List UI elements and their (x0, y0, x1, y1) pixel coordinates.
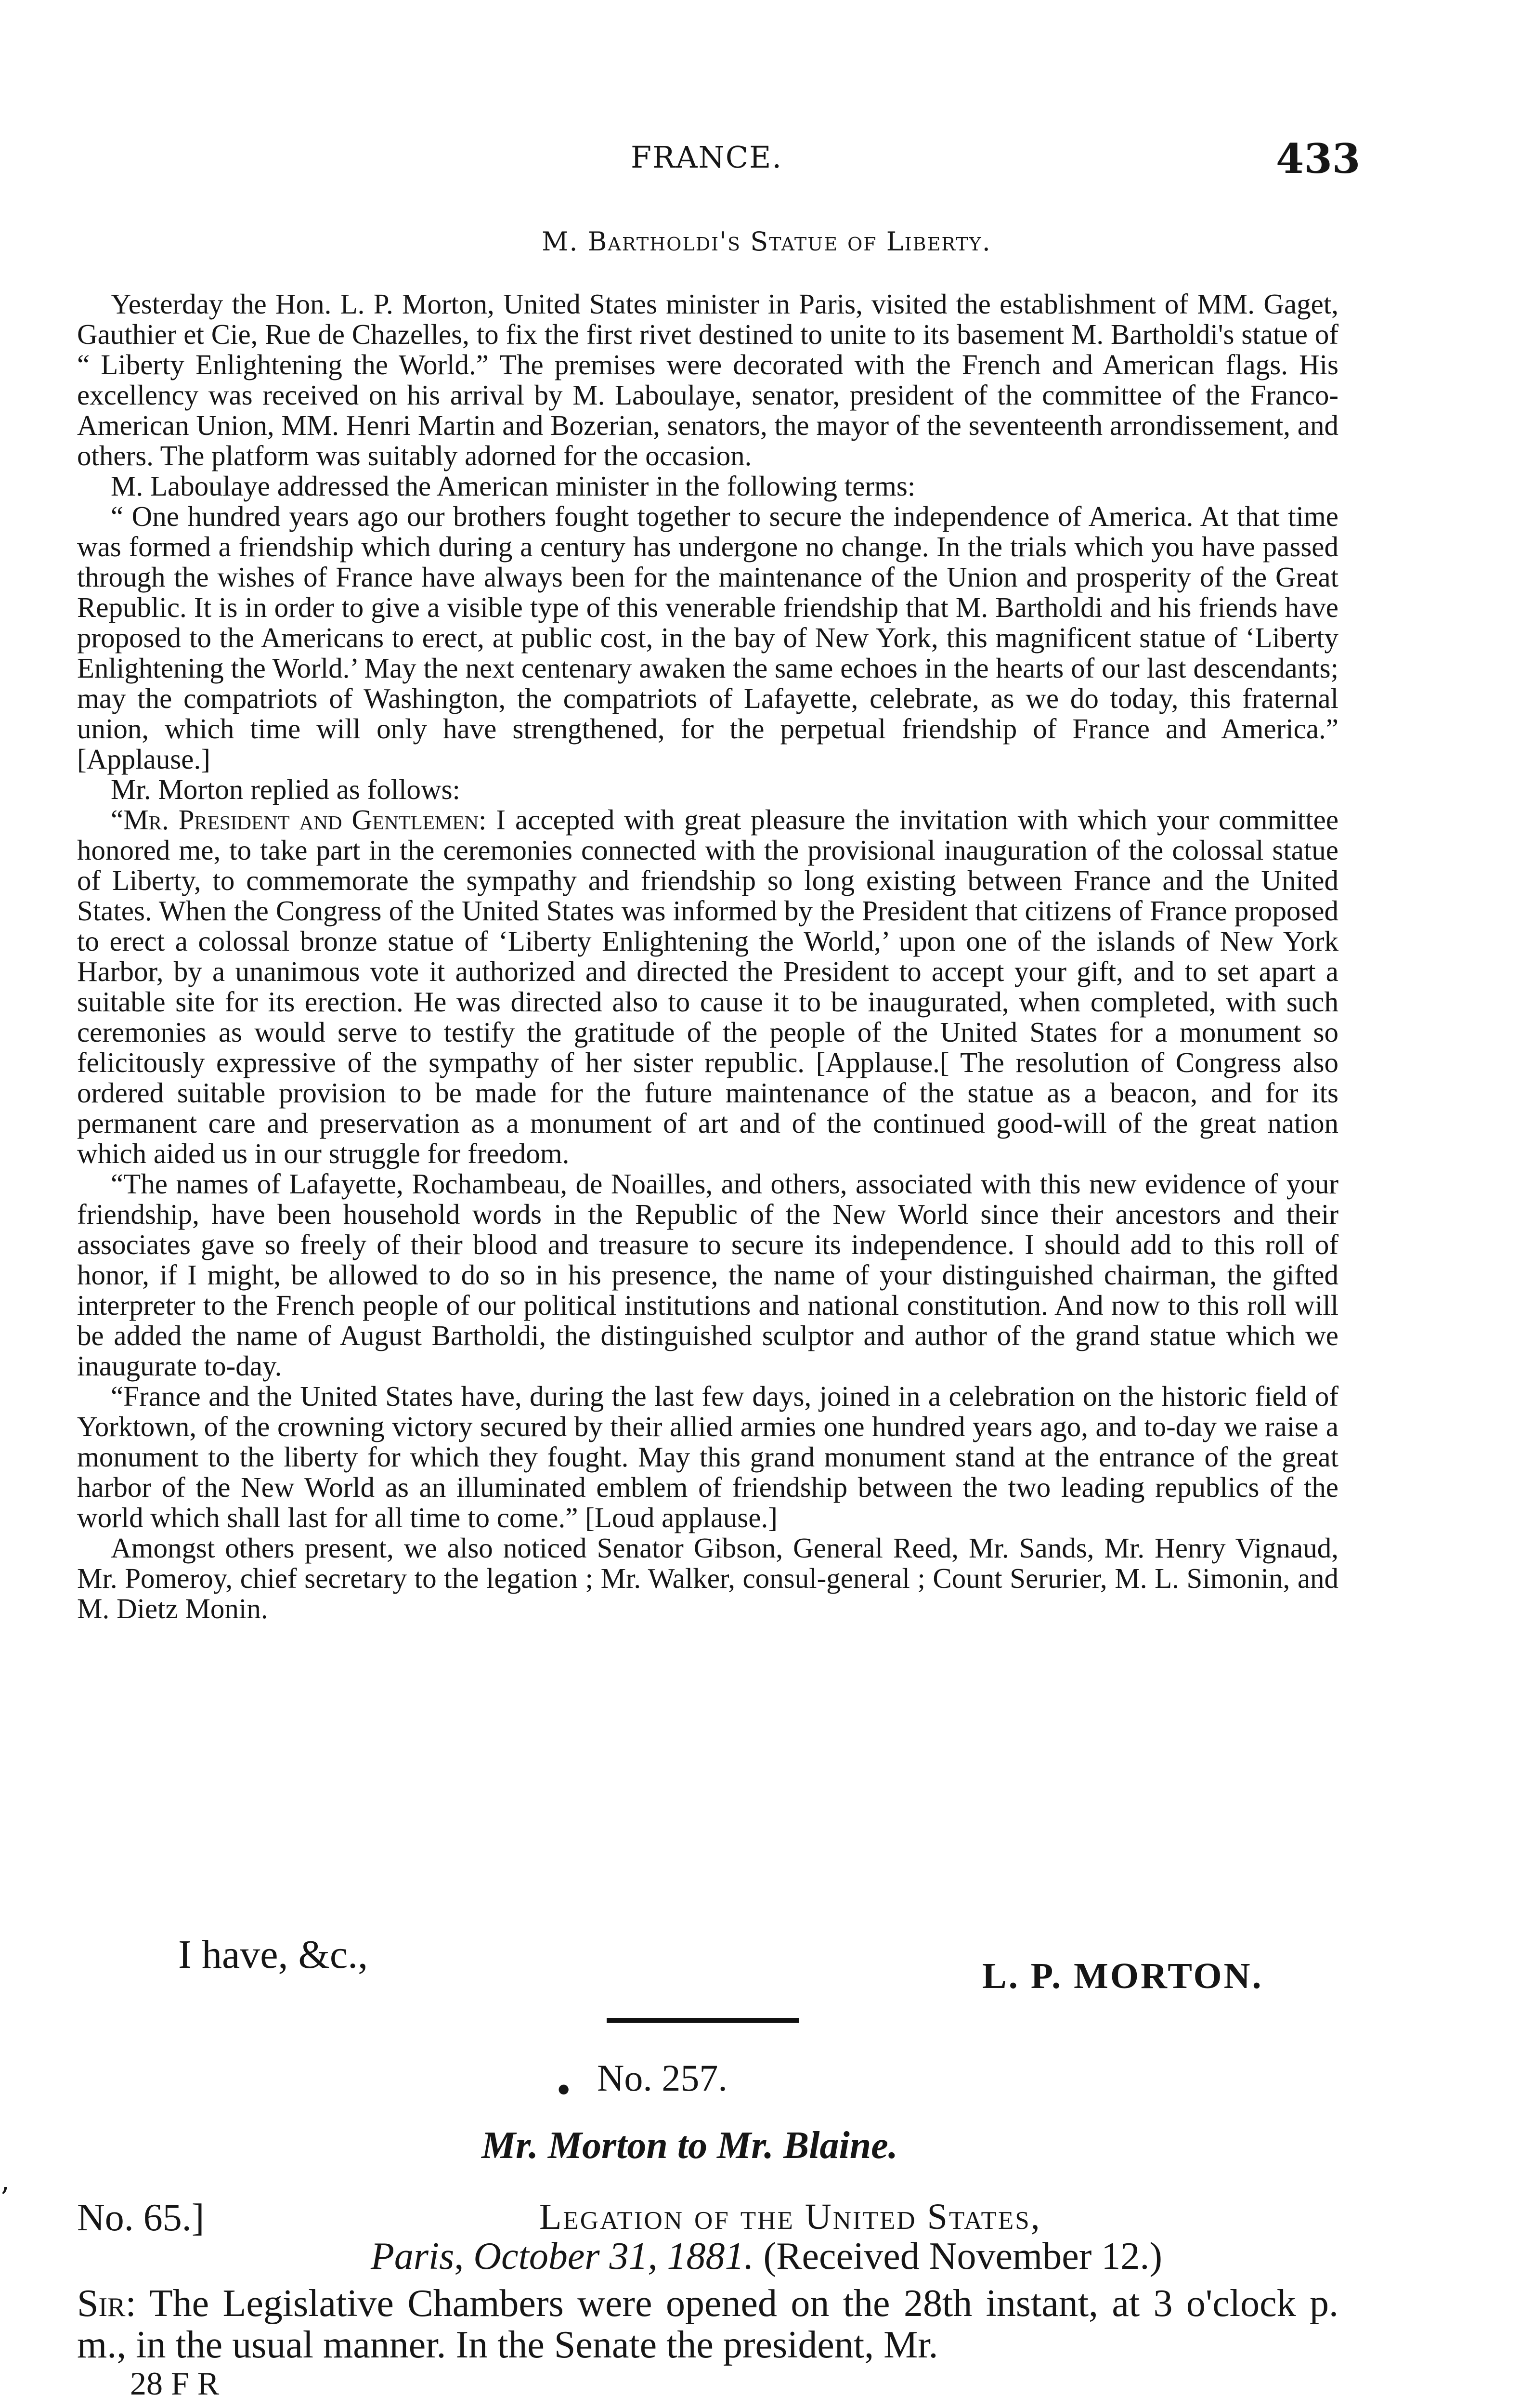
correspondents-heading: Mr. Morton to Mr. Blaine. (481, 2124, 898, 2167)
received-note: (Received November 12.) (763, 2235, 1163, 2277)
paragraph: Yesterday the Hon. L. P. Morton, United States minister in Paris, visited the establishment of MM. Gaget, Gauthier et Cie, Rue de Chazelles, to fix the first rivet destined to unite to its basement M. Bartholdi's statue of “ Liberty Enlightening the World.” The premises were decorated with the French and American flags. His excellency was received on his arrival by M. Laboulaye, senator, president of the committee of the Franco-American Union, MM. Henri Martin and Bozerian, senators, the mayor of the seventeenth arrondissement, and others. The platform was suitably adorned for the occasion. (77, 288, 1338, 471)
letter-text: The Legislative Chambers were opened on the 28th instant, at 3 o'clock p. m., in the usual manner. In the Senate the president, Mr. (77, 2282, 1339, 2366)
printer-signature-mark: 28 F R (130, 2365, 220, 2402)
signature: L. P. MORTON. (982, 1956, 1263, 1996)
salutation: Sir: (77, 2282, 136, 2325)
article-title: M. Bartholdi's Statue of Liberty. (542, 226, 991, 257)
page-number: 433 (1276, 135, 1361, 183)
paragraph-with-address (77, 805, 1338, 1169)
paragraph: “France and the United States have, during the last few days, joined in a celebration on the historic field of Yorktown, of the crowning victory secured by their allied armies one hundred years ago, and to-day we raise a monument to the liberty for which they fought. May this grand monument stand at the entrance of the great harbor of the New World as an illuminated emblem of friendship between the two leading republics of the world which shall last for all time to come.” [Loud applause.] (77, 1380, 1338, 1533)
paragraph-text: I accepted with great pleasure the invitation with which your committee honored me, to take part in the ceremonies connected with the provisional inauguration of the colossal statue of Liberty, to commemorate the sympathy and friendship so long existing between France and the United States. When the Congress of the United States was informed by the President that citizens of France proposed to erect a colossal bronze statue of ‘Liberty Enlightening the World,’ upon one of the islands of New York Harbor, by a unanimous vote it authorized and directed the President to accept your gift, and to set apart a suitable site for its erection. He was directed also to cause it to be inaugurated, when completed, with such ceremonies as would serve to testify the gratitude of the people of the United States for a monument so felicitously expressive of the sympathy of her sister republic. [Applause.[ The resolution of Congress also ordered suitable provision to be made for the future maintenance of the statue as a beacon, and for its permanent care and preservation as a monument of art and of the continued good-will of the great nation which aided us in our struggle for freedom. (77, 804, 1339, 1169)
address-prefix: “Mr. President and Gentlemen: (111, 804, 487, 836)
paragraph: Amongst others present, we also noticed Senator Gibson, General Reed, Mr. Sands, Mr. Henry Vignaud, Mr. Pomeroy, chief secretary to the legation ; Mr. Walker, consul-general ; Count Serurier, M. L. Simonin, and M. Dietz Monin. (77, 1532, 1338, 1624)
document-number: No. 257. (597, 2057, 728, 2099)
complimentary-close: I have, &c., (178, 1932, 368, 1977)
article-body (77, 289, 1338, 1624)
dateline: Paris, October 31, 1881. (Received November 12.) (371, 2235, 1163, 2277)
paragraph: Mr. Morton replied as follows: (111, 773, 460, 805)
despatch-number: No. 65.] (77, 2197, 205, 2239)
paragraph: M. Laboulaye addressed the American minister in the following terms: (111, 470, 916, 502)
paragraph: “The names of Lafayette, Rochambeau, de Noailles, and others, associated with this new evidence of your friendship, have been household words in the Republic of the New World since their ancestors and their associates gave so freely of their blood and treasure to secure its independence. I should add to this roll of honor, if I might, be allowed to do so in his presence, the name of your distinguished chairman, the gifted interpreter to the French people of our political institutions and national constitution. And now to this roll will be added the name of August Bartholdi, the distinguished sculptor and author of the grand statue which we inaugurate to-day. (77, 1168, 1338, 1382)
dateline-place: Paris (371, 2235, 455, 2277)
bullet-mark: • (554, 2071, 574, 2110)
margin-mark: ’ (0, 2182, 10, 2215)
legation-line: Legation of the United States, (539, 2197, 1041, 2237)
letter-opening (77, 2283, 1338, 2366)
section-rule (607, 2018, 799, 2023)
paragraph: “ One hundred years ago our brothers fought together to secure the independence of America. At that time was formed a friendship which during a century has undergone no change. In the trials which you have passed through the wishes of France have always been for the maintenance of the Union and prosperity of the Great Republic. It is in order to give a visible type of this venerable friendship that M. Bartholdi and his friends have proposed to the Americans to erect, at public cost, in the bay of New York, this magnificent statue of ‘Liberty Enlightening the World.’ May the next centenary awaken the same echoes in the hearts of our last descendants; may the compatriots of Washington, the compatriots of Lafayette, celebrate, as we do today, this fraternal union, which time will only have strengthened, for the perpetual friendship of France and America.” [Applause.] (77, 500, 1338, 775)
running-head: FRANCE. (631, 140, 783, 175)
dateline-date: October 31, 1881. (473, 2235, 754, 2277)
